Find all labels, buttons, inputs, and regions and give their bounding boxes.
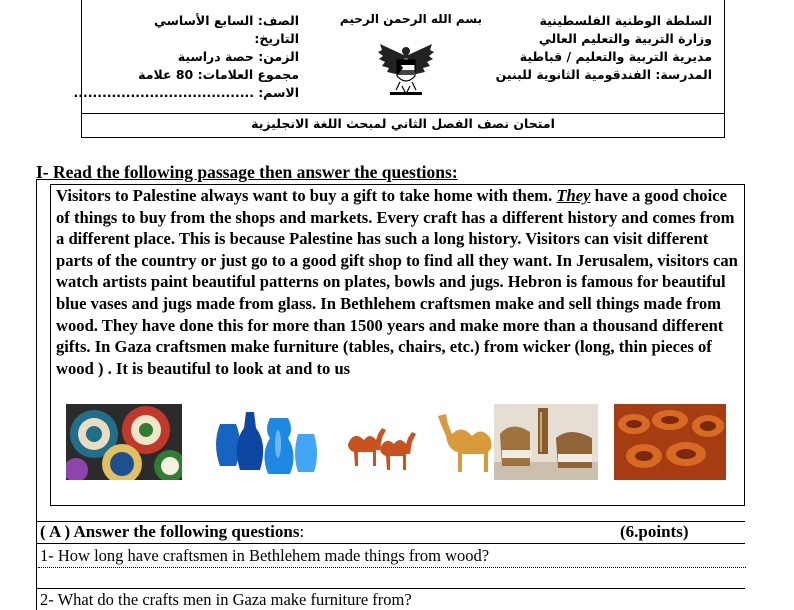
questions-heading-label: ( A ) Answer the following questions xyxy=(40,522,300,541)
blue-glass-vases-image xyxy=(206,404,324,480)
authority-name: السلطة الوطنية الفلسطينية xyxy=(539,13,712,28)
questions-heading-line xyxy=(36,543,745,544)
school-name: المدرسة: الفندقومية الثانوية للبنين xyxy=(495,67,712,82)
question-2: 2- What do the crafts men in Gaza make furniture from? xyxy=(40,590,412,609)
exam-time: الزمن: حصة دراسية xyxy=(177,49,299,64)
passage-highlight-word: They xyxy=(556,186,591,205)
exam-header xyxy=(73,0,725,138)
carved-wood-image xyxy=(614,404,726,480)
points-label: (6.points) xyxy=(620,522,689,541)
basmala: بسم الله الرحمن الرحيم xyxy=(339,12,482,26)
painted-plates-image xyxy=(66,404,182,480)
exam-info xyxy=(74,12,299,102)
question-1: 1- How long have craftsmen in Bethlehem made things from wood? xyxy=(40,546,490,565)
palestine-eagle-emblem-icon xyxy=(374,36,438,100)
reading-passage xyxy=(56,185,742,379)
header-center xyxy=(339,10,482,28)
left-margin-line xyxy=(36,180,37,610)
question-2-top-line xyxy=(36,588,745,589)
wicker-chairs-image xyxy=(494,404,598,480)
questions-heading xyxy=(40,522,304,542)
answer-line-1[interactable] xyxy=(38,567,746,568)
wooden-camels-image xyxy=(342,404,418,480)
exam-title: امتحان نصف الفصل الثاني لمبحث اللغة الانجليزية xyxy=(251,116,555,131)
total-marks: مجموع العلامات: 80 علامة xyxy=(138,67,299,82)
student-name-field[interactable]: الاسم: ...................................... xyxy=(73,85,299,100)
exam-date: التاريخ: xyxy=(254,31,299,46)
questions-heading-colon: : xyxy=(299,522,305,541)
section-title: I- Read the following passage then answer the questions: xyxy=(36,162,458,182)
school-info xyxy=(496,12,712,84)
passage-text-end: have a good choice of things to buy from the shops and markets. Every craft has a different history and comes from a different place. This is because Palestine has such a long history. Visitors can visit different parts of the country or just go to a good gift shop to find all they want. In Jerusalem, visitors can watch artists paint beautiful patterns on plates, bowls and jugs. Hebron is famous for beautiful blue vases and jugs made from glass. In Bethlehem craftsmen make and sell things made from wood. They have done this for more than 1500 years and make more than a thousand different gifts. In Gaza craftsmen make furniture (tables, chairs, etc.) from wicker (long, thin pieces of wood ) . It is beautiful to look at and to us xyxy=(56,186,738,378)
passage-text-start: Visitors to Palestine always want to buy a gift to take home with them. xyxy=(56,186,557,205)
header-divider xyxy=(82,113,724,114)
directorate-name: مديرية التربية والتعليم / قباطية xyxy=(519,49,712,64)
ministry-name: وزارة التربية والتعليم العالي xyxy=(538,31,712,46)
grade: الصف: السابع الأساسي xyxy=(153,13,299,28)
craft-images xyxy=(66,404,726,482)
